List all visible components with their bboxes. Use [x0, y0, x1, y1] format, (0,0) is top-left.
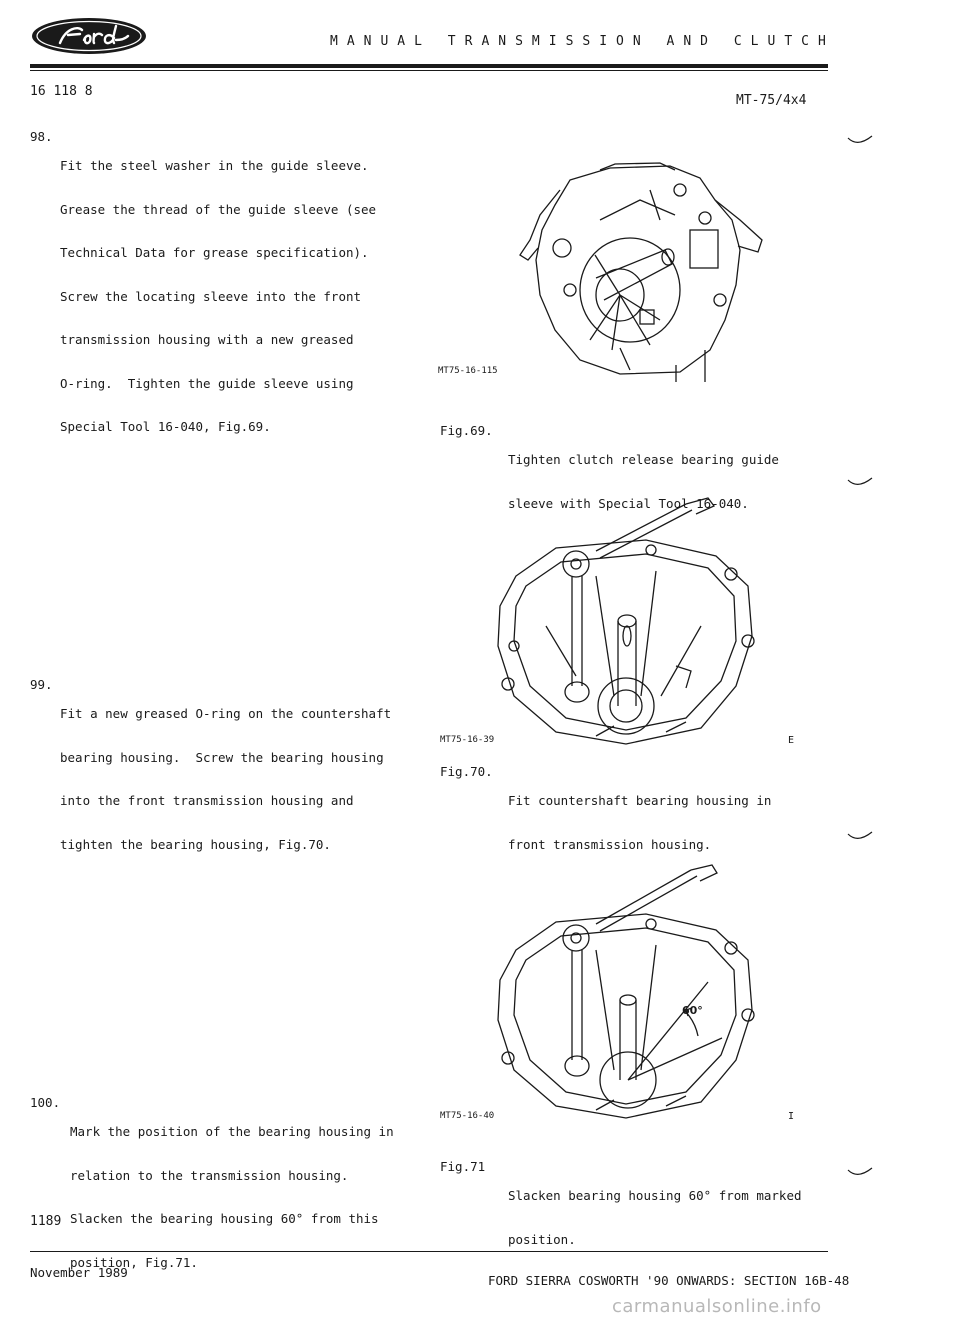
step-number: 100. [30, 1095, 61, 1110]
step-99 [30, 677, 420, 852]
step-98 [30, 129, 420, 434]
figure-71-caption [440, 1159, 820, 1247]
page-code: 16 118 8 [30, 84, 93, 99]
header-rule [30, 64, 828, 68]
figure-69-caption [440, 423, 820, 511]
step-line: Grease the thread of the guide sleeve (see [60, 201, 377, 217]
footer-date: November 1989 [30, 1265, 128, 1280]
step-line: transmission housing with a new greased [60, 332, 354, 347]
check-tick-icon [846, 476, 874, 490]
figure-mark: I [788, 1111, 795, 1122]
figure-70-caption [440, 764, 820, 852]
figure-number: Fig.69. [440, 423, 493, 438]
caption-line: Fit countershaft bearing housing in [508, 793, 772, 808]
model-code: MT-75/4x4 [736, 93, 807, 108]
figure-code: MT75-16-115 [438, 366, 498, 376]
figure-code: MT75-16-40 [440, 1111, 495, 1121]
step-line: Special Tool 16-040, Fig.69. [60, 419, 271, 434]
ford-logo [30, 16, 148, 56]
caption-line: Slacken bearing housing 60° from marked [508, 1188, 802, 1203]
step-number: 98. [30, 129, 53, 144]
step-text [60, 130, 376, 464]
step-number: 99. [30, 677, 53, 692]
figure-code: MT75-16-39 [440, 735, 495, 745]
step-line: Fit a new greased O-ring on the countershaft [60, 706, 392, 721]
header-rule-thin [30, 70, 828, 71]
watermark: carmanualsonline.info [612, 1296, 822, 1317]
header-title: MANUAL TRANSMISSION AND CLUTCH [330, 34, 835, 49]
figure-mark: E [788, 735, 795, 746]
caption-text [508, 1160, 802, 1276]
step-text [60, 678, 391, 881]
check-tick-icon [846, 1166, 874, 1180]
caption-line: position. [508, 1231, 576, 1247]
check-tick-icon [846, 134, 874, 148]
footer-title: FORD SIERRA COSWORTH '90 ONWARDS: SECTION 16B-48 [488, 1273, 850, 1288]
step-line: bearing housing. Screw the bearing housing [60, 749, 384, 765]
step-line: relation to the transmission housing. [70, 1167, 349, 1183]
caption-line: sleeve with Special Tool 16-040. [508, 495, 749, 511]
page-number: 1189 [30, 1214, 62, 1229]
step-line: Fit the steel washer in the guide sleeve. [60, 158, 369, 173]
step-line: Screw the locating sleeve into the front [60, 288, 362, 304]
figure-number: Fig.71 [440, 1159, 486, 1174]
caption-line: front transmission housing. [508, 836, 712, 852]
step-line: tighten the bearing housing, Fig.70. [60, 836, 331, 852]
step-line: Slacken the bearing housing 60° from this [70, 1211, 379, 1226]
step-line: O-ring. Tighten the guide sleeve using [60, 375, 354, 391]
check-tick-icon [846, 830, 874, 844]
step-line: into the front transmission housing and [60, 793, 354, 808]
figure-69-illustration [500, 160, 770, 382]
step-line: Mark the position of the bearing housing in [70, 1124, 394, 1139]
caption-line: Tighten clutch release bearing guide [508, 452, 779, 467]
figure-number: Fig.70. [440, 764, 493, 779]
figure-70-illustration [486, 496, 766, 752]
step-line: Technical Data for grease specification). [60, 245, 369, 260]
figure-71-illustration [486, 862, 766, 1127]
footer-rule [30, 1251, 828, 1252]
step-line: position, Fig.71. [70, 1254, 198, 1270]
angle-label: 60° [682, 1004, 703, 1017]
